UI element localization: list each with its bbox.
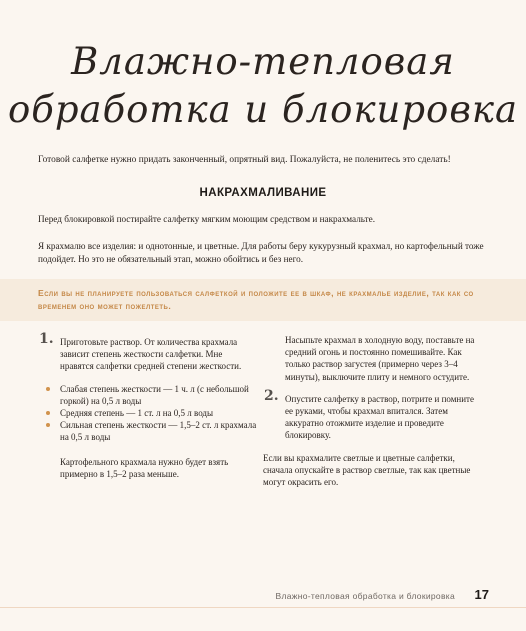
list-item: Сильная степень жесткости — 1,5–2 ст. л крахмала на 0,5 л воды <box>60 420 257 443</box>
note-callout-text: Если вы не планируете пользоваться салфеткой и положите ее в шкаф, не крахмалье изделие, так как со временем оно может пожелтеть. <box>38 288 474 311</box>
step-text: Опустите салфетку в раствор, потрите и помните ее руками, чтобы крахмал впитался. Затем аккуратно отожмите изделие и проведите блокировку. <box>285 393 474 441</box>
step-2 <box>263 387 481 442</box>
step-text: Приготовьте раствор. От количества крахмала зависит степень жесткости салфетки. Мне нравятся салфетки средней степени жесткости. <box>60 337 242 372</box>
page-number: 17 <box>474 587 489 602</box>
section-paragraph-1: Перед блокировкой постирайте салфетку мягким моющим средством и накрахмальте. <box>38 214 376 224</box>
right-column <box>263 334 481 488</box>
left-column <box>38 331 258 480</box>
potato-starch-note: Картофельного крахмала нужно будет взять примерно в 1,5–2 раза меньше. <box>60 456 229 479</box>
intro-paragraph: Готовой салфетке нужно придать законченный, опрятный вид. Пожалуйста, не поленитесь это сделать! <box>38 155 451 165</box>
section-paragraph-2: Я крахмалю все изделия: и однотонные, и цветные. Для работы беру кукурузный крахмал, но картофельный тоже подойдет. Но это не обязательный этап, можно обойтись и без него. <box>38 241 484 264</box>
section-heading: НАКРАХМАЛИВАНИЕ <box>199 187 327 199</box>
starch-ratio-list <box>38 383 258 444</box>
running-title: Влажно-тепловая обработка и блокировка <box>275 591 455 601</box>
step-1-continuation: Насыпьте крахмал в холодную воду, поставьте на средний огонь и постоянно помешивайте. Как только раствор загустея (примерно через 3–4 минуты), выключите плиту и немного остудите. <box>285 335 475 382</box>
list-item: Слабая степень жесткости — 1 ч. л (с небольшой горкой) на 0,5 л воды <box>60 383 258 407</box>
step-1 <box>38 331 258 373</box>
step-number: 2. <box>264 387 279 404</box>
page-title-line-1: Влажно-тепловая <box>71 40 455 83</box>
list-item: Средняя степень — 1 ст. л на 0,5 л воды <box>60 407 258 419</box>
page-title-line-2: обработка и блокировка <box>7 88 519 131</box>
footer-divider <box>0 607 526 608</box>
closing-paragraph: Если вы крахмалите светлые и цветные салфетки, сначала опускайте в раствор светлые, так как цветные могут окрасить его. <box>263 452 471 488</box>
step-number: 1. <box>39 331 54 347</box>
